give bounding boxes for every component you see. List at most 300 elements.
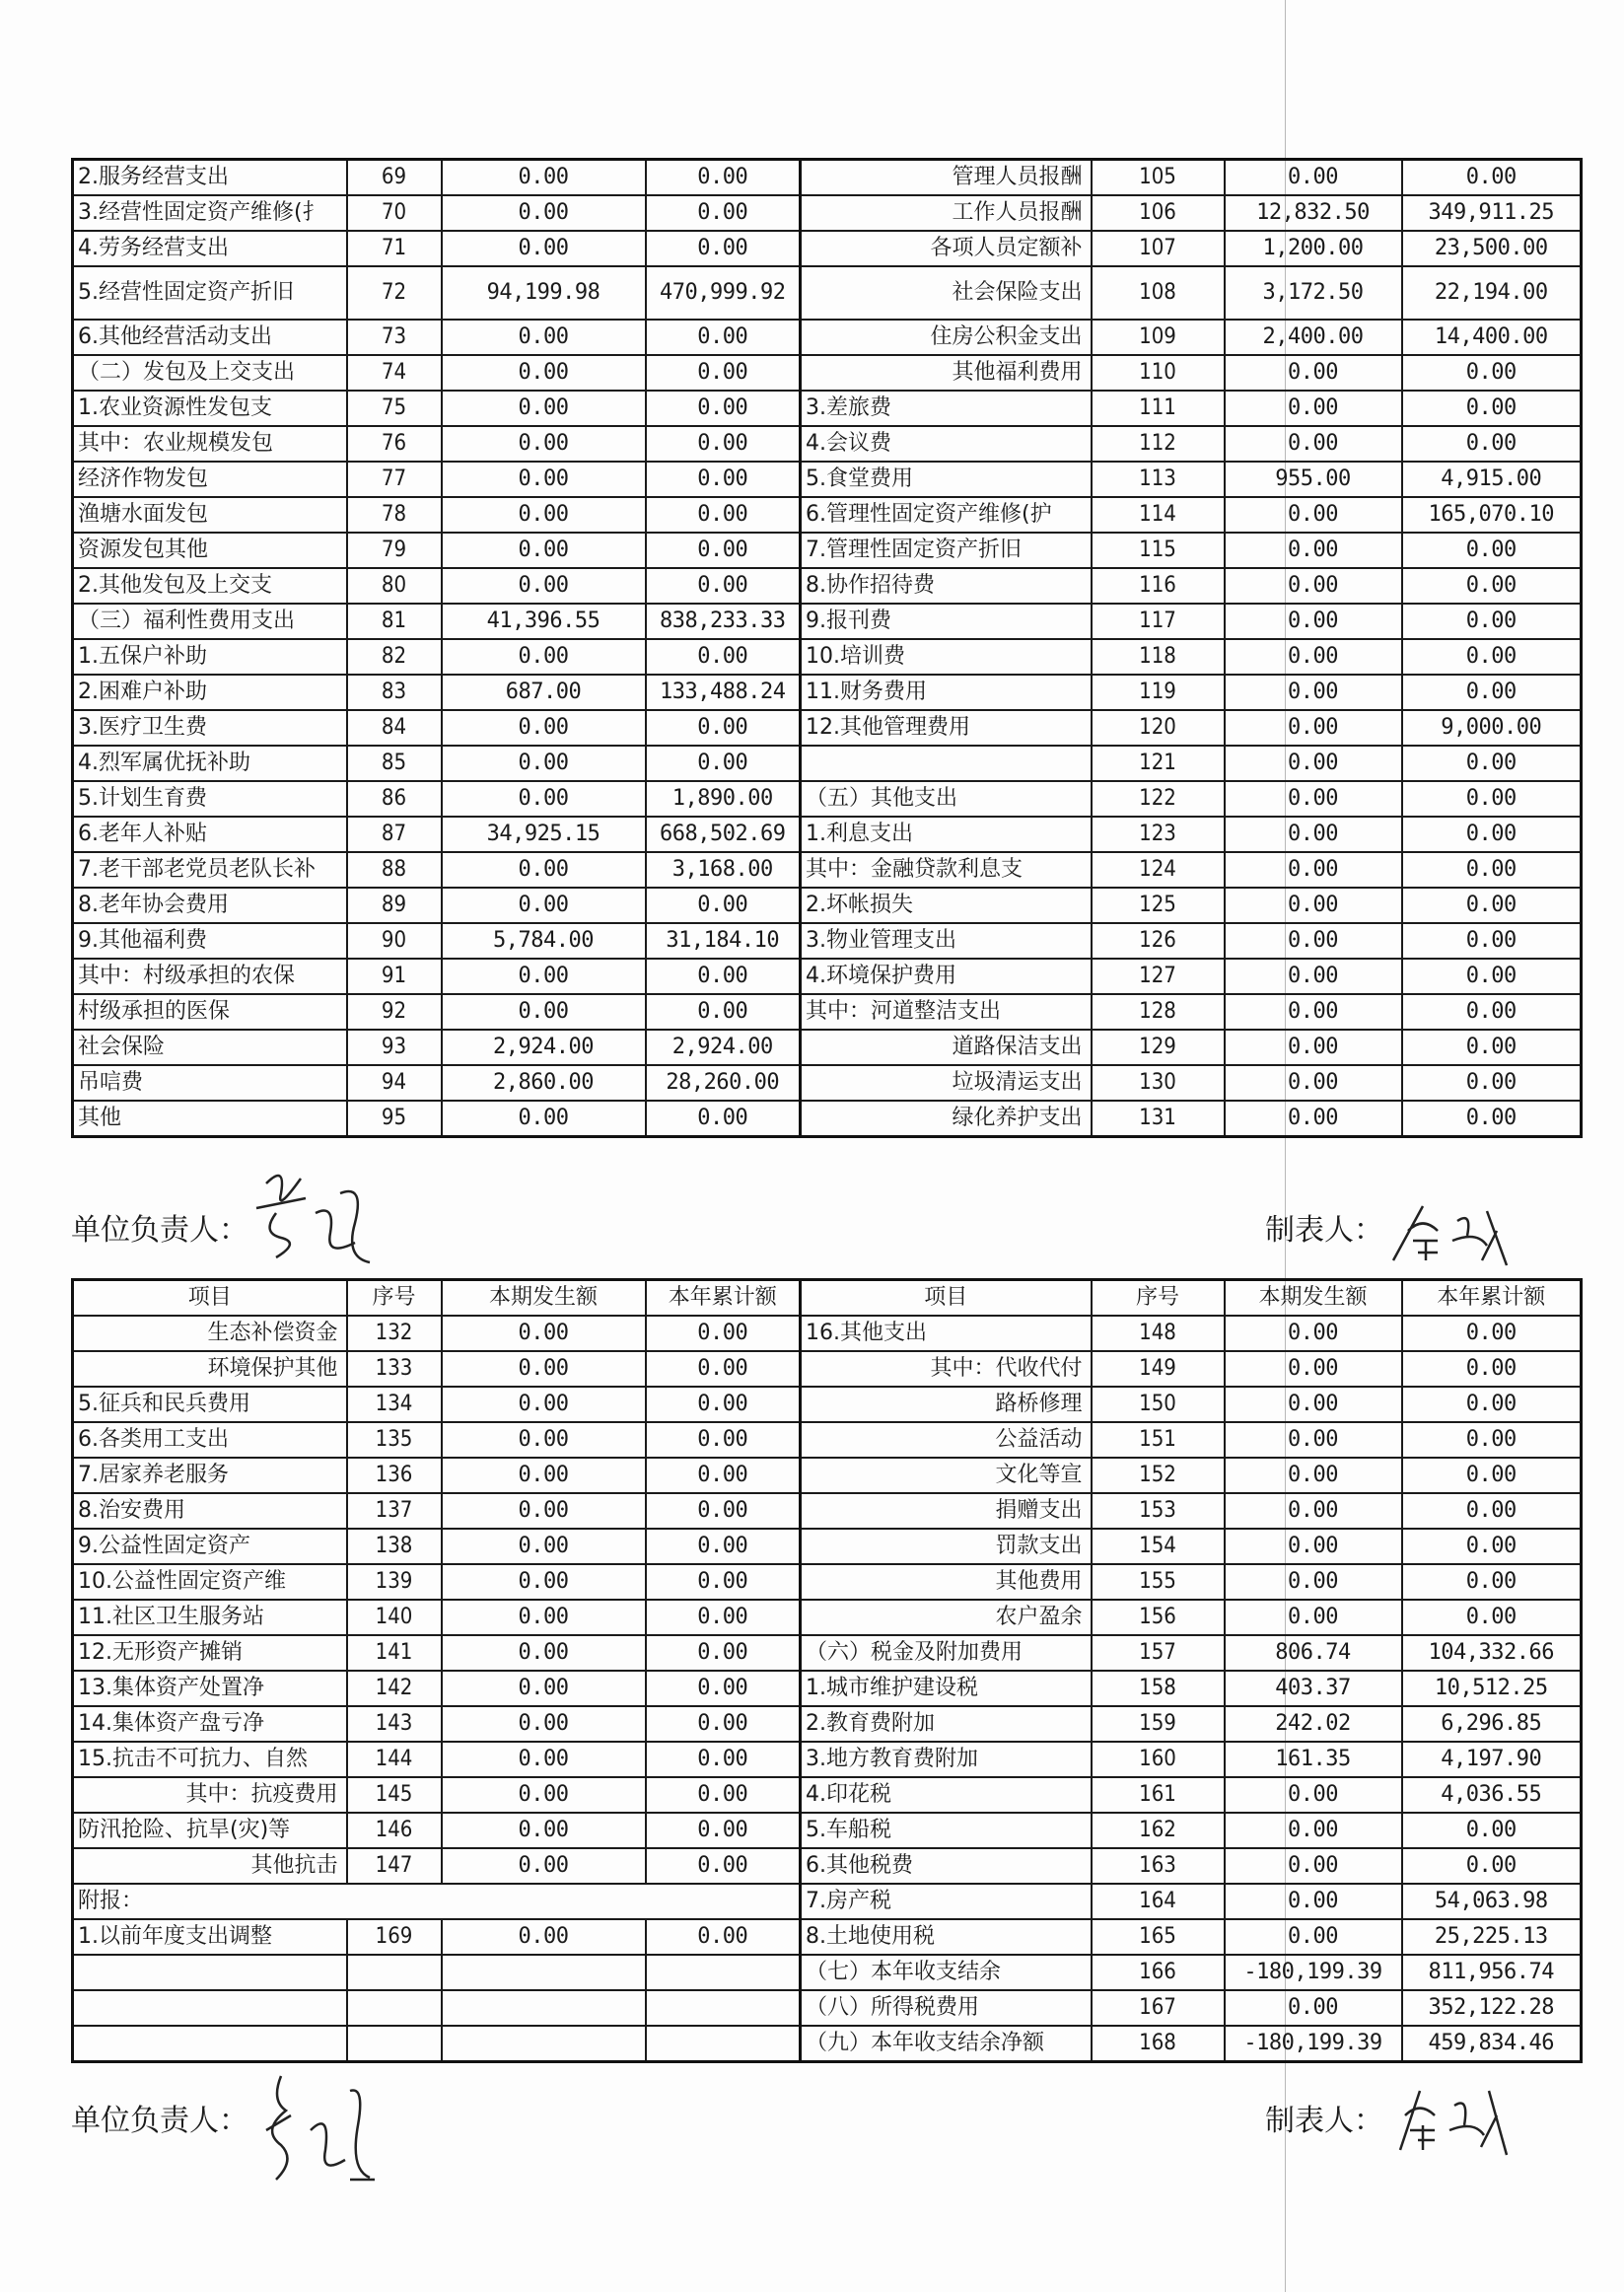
year-to-date-amount: 0.00 bbox=[646, 1493, 801, 1529]
row-number: 94 bbox=[347, 1065, 442, 1101]
table-row bbox=[73, 1742, 1582, 1777]
column-header: 本年累计额 bbox=[646, 1280, 801, 1317]
row-number: 148 bbox=[1092, 1316, 1225, 1351]
current-period-amount: 0.00 bbox=[1225, 1777, 1402, 1813]
current-period-amount: 806.74 bbox=[1225, 1635, 1402, 1671]
row-number: 95 bbox=[347, 1101, 442, 1137]
row-number: 151 bbox=[1092, 1422, 1225, 1458]
current-period-amount: 0.00 bbox=[1225, 710, 1402, 746]
year-to-date-amount: 0.00 bbox=[646, 1777, 801, 1813]
current-period-amount: 0.00 bbox=[1225, 994, 1402, 1030]
row-number: 85 bbox=[347, 746, 442, 781]
year-to-date-amount: 0.00 bbox=[646, 1529, 801, 1564]
year-to-date-amount: 0.00 bbox=[646, 160, 801, 196]
year-to-date-amount: 0.00 bbox=[1402, 675, 1582, 710]
current-period-amount: 242.02 bbox=[1225, 1706, 1402, 1742]
item-name: 5.计划生育费 bbox=[73, 781, 347, 817]
table-row bbox=[73, 1065, 1582, 1101]
table-row bbox=[73, 746, 1582, 781]
item-name: 渔塘水面发包 bbox=[73, 497, 347, 533]
year-to-date-amount: 838,233.33 bbox=[646, 604, 801, 639]
year-to-date-amount: 0.00 bbox=[1402, 1848, 1582, 1884]
row-number: 106 bbox=[1092, 195, 1225, 231]
year-to-date-amount: 0.00 bbox=[1402, 604, 1582, 639]
current-period-amount: 0.00 bbox=[442, 1564, 646, 1600]
item-name: 2.困难户补助 bbox=[73, 675, 347, 710]
row-number: 165 bbox=[1092, 1919, 1225, 1955]
item-name: 16.其他支出 bbox=[801, 1316, 1092, 1351]
table-row bbox=[73, 710, 1582, 746]
current-period-amount: 3,172.50 bbox=[1225, 266, 1402, 320]
year-to-date-amount: 0.00 bbox=[646, 1635, 801, 1671]
row-number: 107 bbox=[1092, 231, 1225, 266]
table-row bbox=[73, 888, 1582, 923]
item-name: 4.会议费 bbox=[801, 426, 1092, 462]
row-number: 81 bbox=[347, 604, 442, 639]
current-period-amount: 0.00 bbox=[442, 888, 646, 923]
item-name: 8.治安费用 bbox=[73, 1493, 347, 1529]
item-name: 5.征兵和民兵费用 bbox=[73, 1387, 347, 1422]
year-to-date-amount bbox=[646, 1955, 801, 1990]
table-row bbox=[73, 462, 1582, 497]
item-name: （七）本年收支结余 bbox=[801, 1955, 1092, 1990]
item-name: 9.报刊费 bbox=[801, 604, 1092, 639]
item-name: 6.老年人补贴 bbox=[73, 817, 347, 852]
table-row bbox=[73, 568, 1582, 604]
year-to-date-amount: 0.00 bbox=[646, 462, 801, 497]
current-period-amount: 0.00 bbox=[442, 1671, 646, 1706]
year-to-date-amount: 0.00 bbox=[1402, 160, 1582, 196]
row-number: 77 bbox=[347, 462, 442, 497]
item-name: 其中：抗疫费用 bbox=[73, 1777, 347, 1813]
current-period-amount: 0.00 bbox=[1225, 1884, 1402, 1919]
item-name: 防汛抢险、抗旱(灾)等 bbox=[73, 1813, 347, 1848]
current-period-amount: 1,200.00 bbox=[1225, 231, 1402, 266]
row-number: 155 bbox=[1092, 1564, 1225, 1600]
item-name: 15.抗击不可抗力、自然 bbox=[73, 1742, 347, 1777]
year-to-date-amount: 0.00 bbox=[1402, 781, 1582, 817]
item-name: 其中：农业规模发包 bbox=[73, 426, 347, 462]
current-period-amount: 0.00 bbox=[1225, 391, 1402, 426]
current-period-amount: 0.00 bbox=[442, 1387, 646, 1422]
current-period-amount: 0.00 bbox=[442, 746, 646, 781]
year-to-date-amount: 0.00 bbox=[1402, 1529, 1582, 1564]
year-to-date-amount: 0.00 bbox=[1402, 1101, 1582, 1137]
row-number: 125 bbox=[1092, 888, 1225, 923]
item-name: 5.食堂费用 bbox=[801, 462, 1092, 497]
table-row bbox=[73, 604, 1582, 639]
year-to-date-amount: 25,225.13 bbox=[1402, 1919, 1582, 1955]
year-to-date-amount: 133,488.24 bbox=[646, 675, 801, 710]
table-row bbox=[73, 497, 1582, 533]
year-to-date-amount: 0.00 bbox=[646, 391, 801, 426]
item-name: 1.利息支出 bbox=[801, 817, 1092, 852]
table-row bbox=[73, 1777, 1582, 1813]
current-period-amount: 0.00 bbox=[442, 710, 646, 746]
current-period-amount: 0.00 bbox=[442, 1422, 646, 1458]
row-number: 87 bbox=[347, 817, 442, 852]
table-row bbox=[73, 1030, 1582, 1065]
row-number: 142 bbox=[347, 1671, 442, 1706]
unit-head-signature bbox=[247, 1164, 385, 1272]
item-name: 其中：村级承担的农保 bbox=[73, 959, 347, 994]
year-to-date-amount: 349,911.25 bbox=[1402, 195, 1582, 231]
year-to-date-amount: 0.00 bbox=[646, 533, 801, 568]
item-name: 2.服务经营支出 bbox=[73, 160, 347, 196]
item-name: 1.五保户补助 bbox=[73, 639, 347, 675]
current-period-amount: 0.00 bbox=[442, 497, 646, 533]
item-name: 7.房产税 bbox=[801, 1884, 1092, 1919]
row-number: 117 bbox=[1092, 604, 1225, 639]
year-to-date-amount: 0.00 bbox=[1402, 1387, 1582, 1422]
year-to-date-amount: 0.00 bbox=[646, 746, 801, 781]
year-to-date-amount: 0.00 bbox=[1402, 355, 1582, 391]
year-to-date-amount: 0.00 bbox=[646, 426, 801, 462]
row-number: 112 bbox=[1092, 426, 1225, 462]
year-to-date-amount: 0.00 bbox=[1402, 568, 1582, 604]
row-number: 138 bbox=[347, 1529, 442, 1564]
current-period-amount bbox=[442, 1955, 646, 1990]
current-period-amount: 2,860.00 bbox=[442, 1065, 646, 1101]
year-to-date-amount: 31,184.10 bbox=[646, 923, 801, 959]
item-name: 路桥修理 bbox=[801, 1387, 1092, 1422]
year-to-date-amount bbox=[646, 2026, 801, 2062]
current-period-amount: 0.00 bbox=[1225, 1458, 1402, 1493]
year-to-date-amount: 1,890.00 bbox=[646, 781, 801, 817]
row-number: 124 bbox=[1092, 852, 1225, 888]
year-to-date-amount: 470,999.92 bbox=[646, 266, 801, 320]
row-number: 150 bbox=[1092, 1387, 1225, 1422]
preparer-label: 制表人： bbox=[1265, 1213, 1383, 1248]
row-number: 129 bbox=[1092, 1030, 1225, 1065]
row-number: 108 bbox=[1092, 266, 1225, 320]
row-number: 160 bbox=[1092, 1742, 1225, 1777]
year-to-date-amount: 0.00 bbox=[646, 195, 801, 231]
item-name: 3.物业管理支出 bbox=[801, 923, 1092, 959]
column-header: 本年累计额 bbox=[1402, 1280, 1582, 1317]
current-period-amount: -180,199.39 bbox=[1225, 2026, 1402, 2062]
current-period-amount: 0.00 bbox=[442, 1706, 646, 1742]
year-to-date-amount: 2,924.00 bbox=[646, 1030, 801, 1065]
row-number: 92 bbox=[347, 994, 442, 1030]
current-period-amount: 0.00 bbox=[1225, 1600, 1402, 1635]
current-period-amount: -180,199.39 bbox=[1225, 1955, 1402, 1990]
row-number: 140 bbox=[347, 1600, 442, 1635]
table-row bbox=[73, 1706, 1582, 1742]
current-period-amount: 0.00 bbox=[442, 1101, 646, 1137]
year-to-date-amount: 0.00 bbox=[1402, 1564, 1582, 1600]
year-to-date-amount: 0.00 bbox=[646, 1316, 801, 1351]
preparer-signature-2 bbox=[1390, 2086, 1518, 2160]
current-period-amount: 0.00 bbox=[1225, 497, 1402, 533]
year-to-date-amount: 0.00 bbox=[646, 1848, 801, 1884]
table-row bbox=[73, 994, 1582, 1030]
current-period-amount: 0.00 bbox=[442, 1458, 646, 1493]
year-to-date-amount: 23,500.00 bbox=[1402, 231, 1582, 266]
current-period-amount: 0.00 bbox=[442, 1813, 646, 1848]
row-number: 145 bbox=[347, 1777, 442, 1813]
row-number bbox=[347, 2026, 442, 2062]
item-name: 吊唁费 bbox=[73, 1065, 347, 1101]
current-period-amount: 0.00 bbox=[1225, 604, 1402, 639]
row-number: 93 bbox=[347, 1030, 442, 1065]
current-period-amount: 0.00 bbox=[442, 462, 646, 497]
item-name: 资源发包其他 bbox=[73, 533, 347, 568]
row-number: 72 bbox=[347, 266, 442, 320]
current-period-amount: 34,925.15 bbox=[442, 817, 646, 852]
item-name: 1.以前年度支出调整 bbox=[73, 1919, 347, 1955]
year-to-date-amount: 0.00 bbox=[646, 1351, 801, 1387]
current-period-amount: 0.00 bbox=[1225, 817, 1402, 852]
current-period-amount: 0.00 bbox=[1225, 1387, 1402, 1422]
row-number: 136 bbox=[347, 1458, 442, 1493]
current-period-amount: 0.00 bbox=[1225, 852, 1402, 888]
item-name: 7.居家养老服务 bbox=[73, 1458, 347, 1493]
row-number: 164 bbox=[1092, 1884, 1225, 1919]
table-row bbox=[73, 1422, 1582, 1458]
year-to-date-amount: 459,834.46 bbox=[1402, 2026, 1582, 2062]
year-to-date-amount: 0.00 bbox=[1402, 1316, 1582, 1351]
current-period-amount: 0.00 bbox=[442, 781, 646, 817]
table-row bbox=[73, 1600, 1582, 1635]
year-to-date-amount: 54,063.98 bbox=[1402, 1884, 1582, 1919]
year-to-date-amount: 0.00 bbox=[646, 497, 801, 533]
column-header: 项目 bbox=[73, 1280, 347, 1317]
current-period-amount: 0.00 bbox=[1225, 1422, 1402, 1458]
year-to-date-amount: 165,070.10 bbox=[1402, 497, 1582, 533]
year-to-date-amount: 6,296.85 bbox=[1402, 1706, 1582, 1742]
row-number: 69 bbox=[347, 160, 442, 196]
table-row bbox=[73, 1493, 1582, 1529]
current-period-amount: 687.00 bbox=[442, 675, 646, 710]
table-row bbox=[73, 1529, 1582, 1564]
item-name: 6.管理性固定资产维修(护 bbox=[801, 497, 1092, 533]
table-row bbox=[73, 1990, 1582, 2026]
current-period-amount bbox=[442, 1990, 646, 2026]
item-name: 6.各类用工支出 bbox=[73, 1422, 347, 1458]
current-period-amount: 0.00 bbox=[442, 852, 646, 888]
row-number bbox=[347, 1955, 442, 1990]
item-name: 环境保护其他 bbox=[73, 1351, 347, 1387]
item-name: 2.其他发包及上交支 bbox=[73, 568, 347, 604]
row-number: 143 bbox=[347, 1706, 442, 1742]
year-to-date-amount bbox=[646, 1990, 801, 2026]
item-name: 社会保险支出 bbox=[801, 266, 1092, 320]
row-number: 163 bbox=[1092, 1848, 1225, 1884]
column-header: 序号 bbox=[347, 1280, 442, 1317]
current-period-amount: 0.00 bbox=[442, 1742, 646, 1777]
item-name: 工作人员报酬 bbox=[801, 195, 1092, 231]
table-row bbox=[73, 160, 1582, 196]
row-number: 70 bbox=[347, 195, 442, 231]
current-period-amount: 0.00 bbox=[442, 355, 646, 391]
row-number: 157 bbox=[1092, 1635, 1225, 1671]
item-name: 3.地方教育费附加 bbox=[801, 1742, 1092, 1777]
item-name: 道路保洁支出 bbox=[801, 1030, 1092, 1065]
year-to-date-amount: 0.00 bbox=[1402, 426, 1582, 462]
current-period-amount: 0.00 bbox=[442, 160, 646, 196]
item-name: 10.培训费 bbox=[801, 639, 1092, 675]
item-name: 村级承担的医保 bbox=[73, 994, 347, 1030]
appendix-label: 附报： bbox=[73, 1884, 801, 1919]
table-row bbox=[73, 195, 1582, 231]
year-to-date-amount: 0.00 bbox=[1402, 1813, 1582, 1848]
current-period-amount: 0.00 bbox=[1225, 426, 1402, 462]
table-row bbox=[73, 320, 1582, 355]
current-period-amount: 0.00 bbox=[442, 231, 646, 266]
current-period-amount: 0.00 bbox=[442, 1600, 646, 1635]
current-period-amount: 0.00 bbox=[1225, 888, 1402, 923]
item-name: 其中：代收代付 bbox=[801, 1351, 1092, 1387]
column-header: 项目 bbox=[801, 1280, 1092, 1317]
row-number: 137 bbox=[347, 1493, 442, 1529]
item-name: 3.医疗卫生费 bbox=[73, 710, 347, 746]
year-to-date-amount: 352,122.28 bbox=[1402, 1990, 1582, 2026]
year-to-date-amount: 4,036.55 bbox=[1402, 1777, 1582, 1813]
year-to-date-amount: 0.00 bbox=[646, 1919, 801, 1955]
item-name: 9.其他福利费 bbox=[73, 923, 347, 959]
item-name: 5.经营性固定资产折旧 bbox=[73, 266, 347, 320]
item-name: 捐赠支出 bbox=[801, 1493, 1092, 1529]
table-row bbox=[73, 1813, 1582, 1848]
year-to-date-amount: 0.00 bbox=[1402, 923, 1582, 959]
year-to-date-amount: 104,332.66 bbox=[1402, 1635, 1582, 1671]
row-number: 110 bbox=[1092, 355, 1225, 391]
row-number: 78 bbox=[347, 497, 442, 533]
current-period-amount: 0.00 bbox=[442, 1529, 646, 1564]
item-name: 9.公益性固定资产 bbox=[73, 1529, 347, 1564]
year-to-date-amount: 0.00 bbox=[646, 1564, 801, 1600]
item-name: 其中：河道整洁支出 bbox=[801, 994, 1092, 1030]
current-period-amount: 2,400.00 bbox=[1225, 320, 1402, 355]
year-to-date-amount: 0.00 bbox=[1402, 817, 1582, 852]
row-number: 146 bbox=[347, 1813, 442, 1848]
table-row bbox=[73, 1564, 1582, 1600]
row-number: 134 bbox=[347, 1387, 442, 1422]
item-name: （九）本年收支结余净额 bbox=[801, 2026, 1092, 2062]
current-period-amount: 0.00 bbox=[442, 1777, 646, 1813]
current-period-amount: 161.35 bbox=[1225, 1742, 1402, 1777]
item-name: 14.集体资产盘亏净 bbox=[73, 1706, 347, 1742]
row-number: 121 bbox=[1092, 746, 1225, 781]
row-number: 153 bbox=[1092, 1493, 1225, 1529]
item-name: 文化等宣 bbox=[801, 1458, 1092, 1493]
item-name: 3.差旅费 bbox=[801, 391, 1092, 426]
current-period-amount: 0.00 bbox=[442, 391, 646, 426]
item-name: 其他费用 bbox=[801, 1564, 1092, 1600]
year-to-date-amount: 0.00 bbox=[646, 231, 801, 266]
year-to-date-amount: 22,194.00 bbox=[1402, 266, 1582, 320]
current-period-amount: 0.00 bbox=[442, 1635, 646, 1671]
year-to-date-amount: 0.00 bbox=[646, 1600, 801, 1635]
item-name: （六）税金及附加费用 bbox=[801, 1635, 1092, 1671]
row-number: 75 bbox=[347, 391, 442, 426]
year-to-date-amount: 0.00 bbox=[1402, 994, 1582, 1030]
table-row bbox=[73, 675, 1582, 710]
item-name: 社会保险 bbox=[73, 1030, 347, 1065]
year-to-date-amount: 4,915.00 bbox=[1402, 462, 1582, 497]
item-name: 4.印花税 bbox=[801, 1777, 1092, 1813]
current-period-amount: 0.00 bbox=[1225, 1919, 1402, 1955]
table-row bbox=[73, 1316, 1582, 1351]
table-row bbox=[73, 959, 1582, 994]
row-number: 113 bbox=[1092, 462, 1225, 497]
table-row bbox=[73, 1919, 1582, 1955]
item-name: 7.管理性固定资产折旧 bbox=[801, 533, 1092, 568]
row-number: 152 bbox=[1092, 1458, 1225, 1493]
table-row bbox=[73, 231, 1582, 266]
item-name: 8.老年协会费用 bbox=[73, 888, 347, 923]
item-name: 绿化养护支出 bbox=[801, 1101, 1092, 1137]
expense-table-part-2 bbox=[71, 1278, 1583, 2063]
current-period-amount: 0.00 bbox=[1225, 160, 1402, 196]
current-period-amount: 0.00 bbox=[442, 1493, 646, 1529]
current-period-amount: 403.37 bbox=[1225, 1671, 1402, 1706]
item-name: 住房公积金支出 bbox=[801, 320, 1092, 355]
year-to-date-amount: 0.00 bbox=[1402, 1422, 1582, 1458]
row-number: 161 bbox=[1092, 1777, 1225, 1813]
table-row bbox=[73, 1387, 1582, 1422]
current-period-amount: 0.00 bbox=[1225, 1493, 1402, 1529]
year-to-date-amount: 4,197.90 bbox=[1402, 1742, 1582, 1777]
year-to-date-amount: 0.00 bbox=[1402, 852, 1582, 888]
item-name: 农户盈余 bbox=[801, 1600, 1092, 1635]
year-to-date-amount: 3,168.00 bbox=[646, 852, 801, 888]
row-number: 114 bbox=[1092, 497, 1225, 533]
row-number: 89 bbox=[347, 888, 442, 923]
current-period-amount: 0.00 bbox=[1225, 1065, 1402, 1101]
item-name bbox=[73, 1955, 347, 1990]
item-name bbox=[73, 1990, 347, 2026]
table-row bbox=[73, 1848, 1582, 1884]
row-number: 76 bbox=[347, 426, 442, 462]
current-period-amount: 0.00 bbox=[442, 1919, 646, 1955]
row-number: 120 bbox=[1092, 710, 1225, 746]
row-number: 156 bbox=[1092, 1600, 1225, 1635]
current-period-amount: 0.00 bbox=[1225, 923, 1402, 959]
item-name: 8.土地使用税 bbox=[801, 1919, 1092, 1955]
current-period-amount: 0.00 bbox=[442, 426, 646, 462]
current-period-amount: 0.00 bbox=[1225, 1351, 1402, 1387]
current-period-amount: 0.00 bbox=[1225, 959, 1402, 994]
year-to-date-amount: 0.00 bbox=[646, 994, 801, 1030]
table-row bbox=[73, 1458, 1582, 1493]
row-number: 159 bbox=[1092, 1706, 1225, 1742]
row-number: 144 bbox=[347, 1742, 442, 1777]
year-to-date-amount: 0.00 bbox=[646, 639, 801, 675]
item-name: 5.车船税 bbox=[801, 1813, 1092, 1848]
row-number: 82 bbox=[347, 639, 442, 675]
item-name: 6.其他经营活动支出 bbox=[73, 320, 347, 355]
row-number: 115 bbox=[1092, 533, 1225, 568]
year-to-date-amount: 0.00 bbox=[646, 959, 801, 994]
current-period-amount: 2,924.00 bbox=[442, 1030, 646, 1065]
item-name: 经济作物发包 bbox=[73, 462, 347, 497]
table-row bbox=[73, 1351, 1582, 1387]
current-period-amount: 0.00 bbox=[442, 639, 646, 675]
row-number: 84 bbox=[347, 710, 442, 746]
current-period-amount: 0.00 bbox=[442, 195, 646, 231]
row-number: 141 bbox=[347, 1635, 442, 1671]
table-header-row bbox=[73, 1280, 1582, 1317]
row-number: 135 bbox=[347, 1422, 442, 1458]
preparer-signature bbox=[1388, 1201, 1517, 1270]
year-to-date-amount: 0.00 bbox=[646, 355, 801, 391]
row-number: 132 bbox=[347, 1316, 442, 1351]
row-number: 154 bbox=[1092, 1529, 1225, 1564]
table-row bbox=[73, 533, 1582, 568]
current-period-amount bbox=[442, 2026, 646, 2062]
